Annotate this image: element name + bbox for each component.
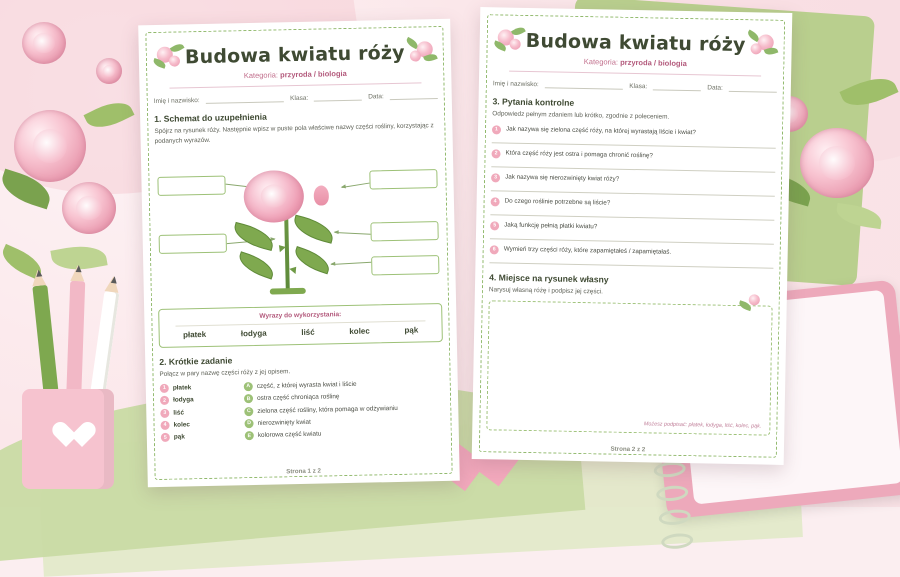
answer-line[interactable] — [491, 166, 775, 172]
question-text: Która część róży jest ostra i pomaga chronić roślinę? — [505, 149, 653, 160]
item-description: kolorowa część kwiatu — [257, 430, 322, 440]
question-number: 1 — [492, 125, 501, 134]
section-1-instruction: Spójrz na rysunek róży. Następnie wpisz w puste pola właściwe nazwy części rośliny, korzystając z podanych wyrazów. — [154, 122, 434, 145]
question-row — [491, 173, 775, 187]
list-item[interactable] — [160, 382, 234, 393]
class-field[interactable] — [314, 92, 362, 102]
date-label: Data: — [368, 93, 384, 101]
page-title: Budowa kwiatu róży — [525, 29, 746, 57]
class-label: Klasa: — [290, 94, 309, 103]
item-number: 2 — [160, 396, 169, 405]
item-letter: E — [245, 431, 254, 440]
question-row — [490, 221, 774, 235]
section-4-instruction: Narysuj własną różę i podpisz jej części. — [488, 286, 604, 296]
decorative-rose — [96, 58, 122, 84]
section-2-instruction: Połącz w pary nazwę części róży z jej opisem. — [159, 368, 291, 378]
rose-bud — [314, 185, 329, 205]
word-bank-item: płatek — [182, 329, 207, 340]
item-letter: C — [244, 407, 253, 416]
list-item[interactable] — [244, 415, 444, 428]
answer-line[interactable] — [492, 142, 776, 148]
decorative-rose — [800, 128, 874, 198]
date-field[interactable] — [729, 83, 777, 93]
list-item[interactable] — [160, 407, 234, 418]
item-letter: B — [244, 394, 253, 403]
label-box-5[interactable] — [371, 255, 439, 275]
question-text: Jaką funkcję pełnią płatki kwiatu? — [504, 221, 598, 231]
answer-line[interactable] — [491, 190, 775, 196]
name-label: Imię i nazwisko: — [492, 80, 539, 89]
question-number: 5 — [490, 221, 499, 230]
question-text: Jak nazywa się nierozwinięty kwiat róży? — [505, 173, 620, 183]
question-number: 6 — [490, 245, 499, 254]
matching-right-column — [244, 378, 445, 441]
section-4-heading: 4. Miejsce na rysunek własny — [489, 272, 609, 285]
pencil-cup — [22, 389, 114, 489]
section-3-instruction: Odpowiedz pełnym zdaniem lub krótko, zgodnie z poleceniem. — [492, 110, 670, 121]
item-description: część, z której wyrasta kwiat i liście — [256, 380, 357, 390]
list-item[interactable] — [244, 378, 444, 391]
diagram-arrow — [342, 182, 370, 187]
diagram-arrow — [335, 232, 371, 235]
item-number: 5 — [161, 433, 170, 442]
page-footer: Strona 1 z 2 — [286, 467, 322, 476]
list-item[interactable] — [160, 419, 234, 430]
item-description: ostra część chroniąca roślinę — [256, 393, 340, 403]
corner-flower-decoration — [403, 37, 438, 68]
list-item[interactable] — [161, 432, 235, 443]
diagram-arrow — [331, 262, 371, 265]
label-box-1[interactable] — [157, 175, 225, 195]
rose-leaf — [236, 251, 277, 279]
ground-line — [270, 288, 306, 295]
rose-thorn — [289, 264, 299, 274]
drawing-area[interactable] — [486, 300, 772, 435]
corner-flower-decoration — [743, 30, 778, 61]
drawing-hint: Możesz podpisać: płatek, łodyga, liść, kolec, pąk. — [643, 421, 762, 430]
class-label: Klasa: — [629, 82, 648, 91]
answer-line[interactable] — [490, 214, 774, 220]
header-divider — [170, 82, 422, 88]
decorative-rose — [22, 22, 66, 64]
heart-icon — [52, 423, 82, 453]
item-description: nierozwinięty kwiat — [257, 418, 311, 427]
label-box-4[interactable] — [370, 221, 438, 241]
question-number: 4 — [491, 197, 500, 206]
item-letter: A — [244, 382, 253, 391]
question-number: 3 — [491, 173, 500, 182]
answer-line[interactable] — [489, 262, 773, 268]
question-row — [491, 197, 775, 211]
question-row — [490, 245, 774, 259]
question-row — [491, 149, 775, 163]
class-field[interactable] — [653, 81, 701, 91]
category-label: Kategoria: — [583, 57, 619, 67]
page-title: Budowa kwiatu róży — [184, 41, 405, 69]
rose-leaf — [291, 214, 336, 243]
question-text: Do czego roślinie potrzebne są liście? — [504, 197, 611, 207]
word-bank-item: liść — [301, 327, 315, 337]
name-field[interactable] — [206, 93, 285, 104]
student-meta-row — [493, 78, 777, 92]
word-bank-item: pąk — [404, 325, 419, 335]
worksheet-page-1[interactable] — [138, 19, 460, 487]
item-label: kolec — [173, 421, 190, 429]
category-value: przyroda / biologia — [279, 68, 347, 80]
word-bank-words — [166, 325, 436, 340]
label-box-3[interactable] — [159, 233, 227, 253]
matching-left-column — [160, 382, 235, 442]
question-text: Jak nazywa się zielona część róży, na której wyrastają liście i kwiat? — [505, 125, 696, 137]
worksheet-page-2[interactable] — [472, 7, 793, 465]
item-description: zielona część rośliny, która pomaga w odżywianiu — [257, 404, 398, 415]
item-label: liść — [173, 408, 185, 417]
item-number: 4 — [160, 421, 169, 430]
student-meta-row — [154, 90, 438, 105]
matching-exercise — [160, 378, 445, 442]
question-number: 2 — [491, 149, 500, 158]
category-label: Kategoria: — [243, 70, 279, 81]
date-label: Data: — [707, 84, 723, 92]
question-text: Wymień trzy części róży, które zapamiętałeś / zapamiętałaś. — [503, 245, 672, 256]
item-number: 3 — [160, 408, 169, 417]
corner-flower-decoration — [493, 25, 528, 56]
category-line — [493, 55, 777, 69]
section-2-heading: 2. Krótkie zadanie — [159, 355, 233, 367]
rose-diagram — [155, 145, 442, 303]
list-item[interactable] — [244, 390, 444, 403]
item-label: pąk — [173, 433, 185, 441]
date-field[interactable] — [390, 90, 438, 100]
word-bank-title: Wyrazy do wykorzystania: — [259, 310, 342, 320]
label-box-2[interactable] — [369, 169, 437, 189]
word-bank-item: kolec — [349, 326, 370, 336]
header-divider — [509, 71, 761, 77]
category-value: przyroda / biologia — [620, 57, 687, 69]
page-footer: Strona 2 z 2 — [610, 445, 646, 454]
category-line — [153, 67, 437, 82]
list-item[interactable] — [160, 395, 234, 406]
name-field[interactable] — [545, 79, 624, 90]
name-label: Imię i nazwisko: — [153, 97, 200, 106]
word-bank-item: łodyga — [240, 328, 267, 339]
word-bank — [158, 303, 443, 348]
corner-flower-decoration — [153, 42, 188, 73]
answer-line[interactable] — [490, 238, 774, 244]
decorative-rose — [14, 110, 86, 182]
list-item[interactable] — [244, 403, 444, 416]
section-1-heading: 1. Schemat do uzupełnienia — [154, 111, 267, 125]
item-label: płatek — [172, 384, 192, 392]
decorative-rose — [62, 182, 116, 234]
item-letter: D — [244, 419, 253, 428]
item-number: 1 — [160, 384, 169, 393]
question-row — [492, 125, 776, 139]
item-label: łodyga — [172, 396, 194, 404]
list-item[interactable] — [245, 427, 445, 440]
section-3-heading: 3. Pytania kontrolne — [492, 96, 575, 108]
